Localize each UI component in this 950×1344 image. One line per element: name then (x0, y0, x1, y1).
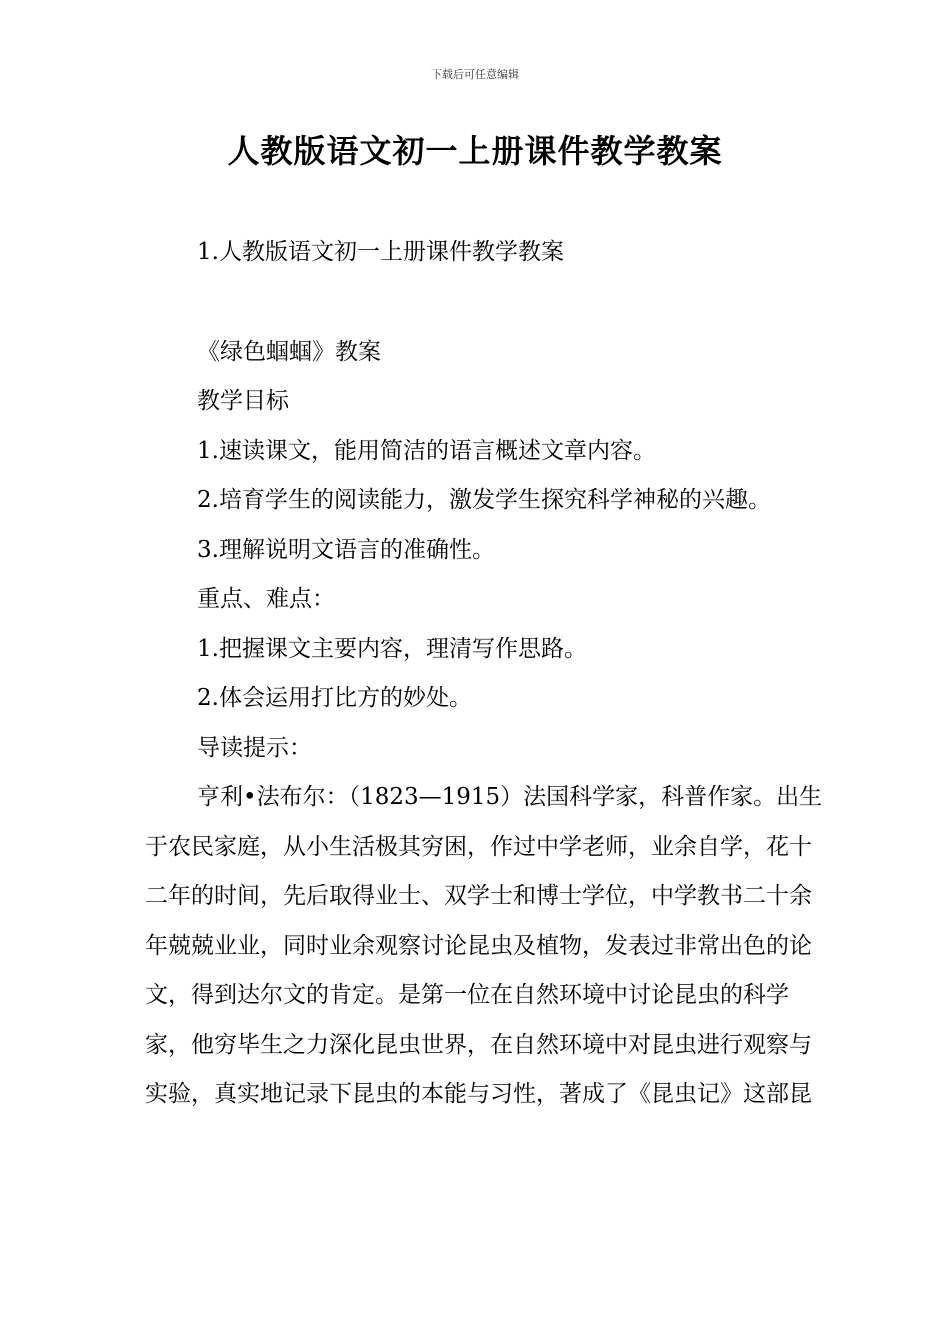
goal-item: 2.培育学生的阅读能力，激发学生探究科学神秘的兴趣。 (197, 487, 771, 513)
header-note: 下载后可任意编辑 (431, 68, 519, 81)
key-point-item: 2.体会运用打比方的妙处。 (197, 685, 472, 711)
guide-paragraph: 亨利•法布尔：（1823—1915）法国科学家，科普作家。出生于农民家庭，从小生活极其穷困，作过中学老师，业余自学，花十二年的时间，先后取得业士、双学士和博士学位，中学教书二十余年兢兢业业，同时业余观察讨论昆虫及植物，发表过非常出色的论文，得到达尔文的肯定。是第一位在自然环境中讨论昆虫的科学家，他穷毕生之力深化昆虫世界，在自然环境中对昆虫进行观察与实验，真实地记录下昆虫的本能与习性，著成了《昆虫记》这部昆 (145, 784, 823, 1107)
document-title: 人教版语文初一上册课件教学教案 (227, 132, 723, 170)
goal-item: 3.理解说明文语言的准确性。 (197, 536, 495, 563)
document-body (145, 228, 825, 1120)
key-point-item: 1.把握课文主要内容，理清写作思路。 (197, 635, 587, 662)
goal-item: 1.速读课文，能用简洁的语言概述文章内容。 (197, 437, 656, 464)
goals-heading: 教学目标 (197, 388, 289, 414)
section-heading: 1.人教版语文初一上册课件教学教案 (197, 239, 564, 265)
lesson-title: 《绿色蝈蝈》教案 (197, 338, 381, 365)
key-points-heading: 重点、难点： (197, 586, 335, 612)
spacer (145, 278, 825, 328)
guide-heading: 导读提示： (197, 734, 312, 761)
